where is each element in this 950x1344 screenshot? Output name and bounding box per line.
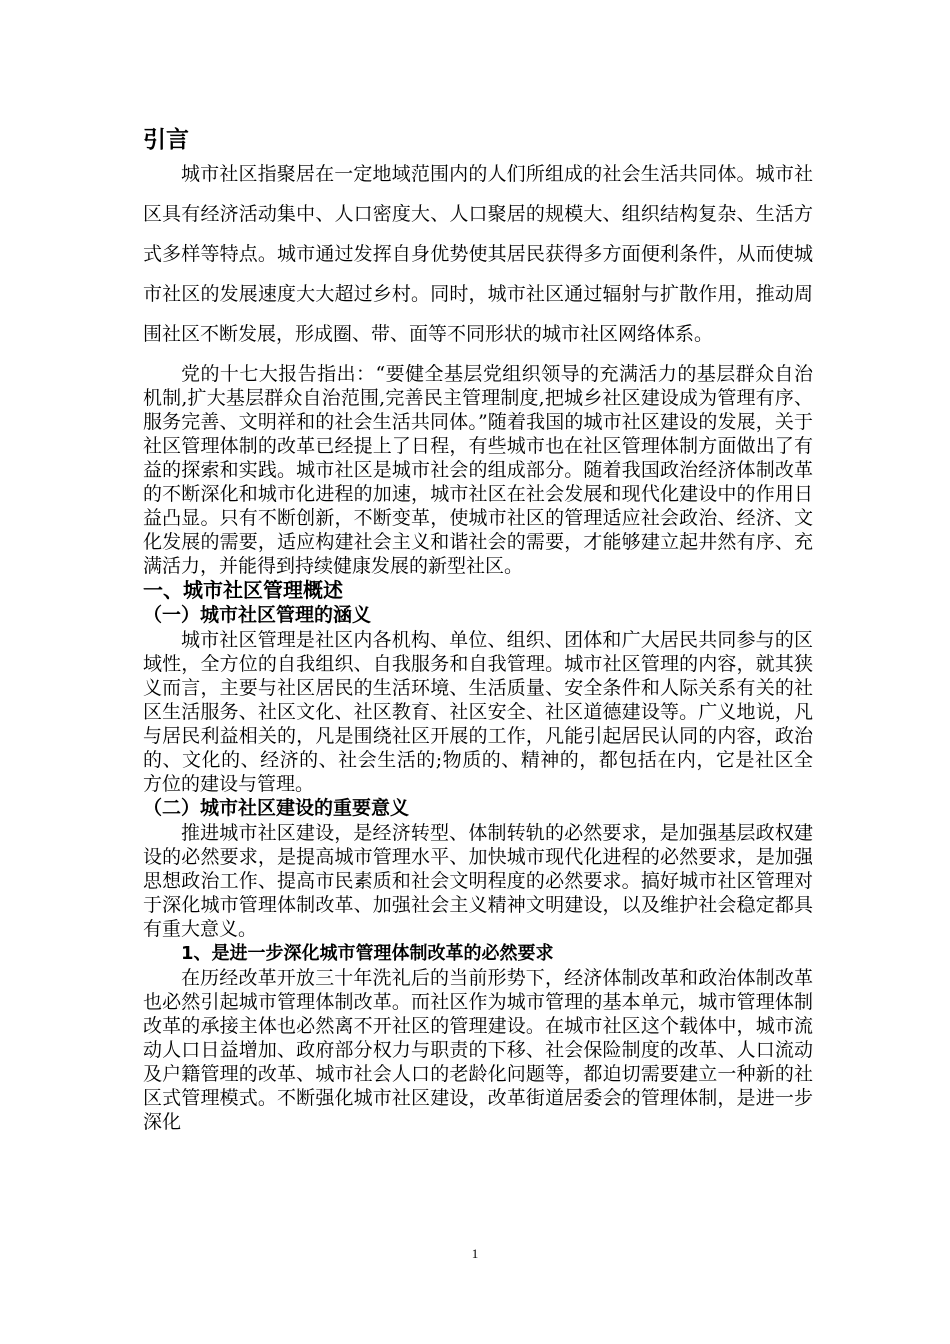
intro-paragraph-2: 党的十七大报告指出：“要健全基层党组织领导的充满活力的基层群众自治机制,扩大基层群众自治范围,完善民主管理制度,把城乡社区建设成为管理有序、服务完善、文明祥和的社会生活共同体。”随着我国的城市社区建设的发展，关于社区管理体制的改革已经提上了日程，有些城市也在社区管理体制方面做出了有益的探索和实践。城市社区是城市社会的组成部分。随着我国政治经济体制改革的不断深化和城市化进程的加速，城市社区在社会发展和现代化建设中的作用日益凸显。只有不断创新，不断变革，使城市社区的管理适应社会政治、经济、文化发展的需要，适应构建社会主义和谐社会的需要，才能够建立起井然有序、充满活力，并能得到持续健康发展的新型社区。 [143,363,813,577]
document-body [143,128,813,1134]
section-heading-1: 一、城市社区管理概述 [143,578,343,602]
point-heading-1: 1、是进一步深化城市管理体制改革的必然要求 [181,943,554,964]
intro-paragraph-1: 城市社区指聚居在一定地域范围内的人们所组成的社会生活共同体。城市社区具有经济活动集中、人口密度大、人口聚居的规模大、组织结构复杂、生活方式多样等特点。城市通过发挥自身优势使其居民获得多方面便利条件，从而使城市社区的发展速度大大超过乡村。同时，城市社区通过辐射与扩散作用，推动周围社区不断发展，形成圈、带、面等不同形状的城市社区网络体系。 [143,163,813,345]
intro-heading: 引言 [143,127,189,153]
subsection-paragraph-1: 城市社区管理是社区内各机构、单位、组织、团体和广大居民共同参与的区域性，全方位的自我组织、自我服务和自我管理。城市社区管理的内容，就其狭义而言，主要与社区居民的生活环境、生活质量、安全条件和人际关系有关的社区生活服务、社区文化、社区教育、社区安全、社区道德建设等。广义地说，凡与居民利益相关的，凡是围绕社区开展的工作，凡能引起居民认同的内容，政治的、文化的、经济的、社会生活的;物质的、精神的，都包括在内，它是社区全方位的建设与管理。 [143,629,813,795]
subsection-paragraph-2: 推进城市社区建设，是经济转型、体制转轨的必然要求，是加强基层政权建设的必然要求，是提高城市管理水平、加快城市现代化进程的必然要求，是加强思想政治工作、提高市民素质和社会文明程度的必然要求。搞好城市社区管理对于深化城市管理体制改革、加强社会主义精神文明建设，以及维护社会稳定都具有重大意义。 [143,822,813,940]
subsection-heading-2: （二）城市社区建设的重要意义 [143,797,410,819]
subsection-heading-1: （一）城市社区管理的涵义 [143,604,372,626]
page-number: 1 [471,1246,479,1261]
point-paragraph-1: 在历经改革开放三十年洗礼后的当前形势下，经济体制改革和政治体制改革也必然引起城市管理体制改革。而社区作为城市管理的基本单元，城市管理体制改革的承接主体也必然离不开社区的管理建设。在城市社区这个载体中，城市流动人口日益增加、政府部分权力与职责的下移、社会保险制度的改革、人口流动及户籍管理的改革、城市社会人口的老龄化问题等，都迫切需要建立一种新的社区式管理模式。不断强化城市社区建设，改革街道居委会的管理体制，是进一步深化 [143,967,813,1133]
